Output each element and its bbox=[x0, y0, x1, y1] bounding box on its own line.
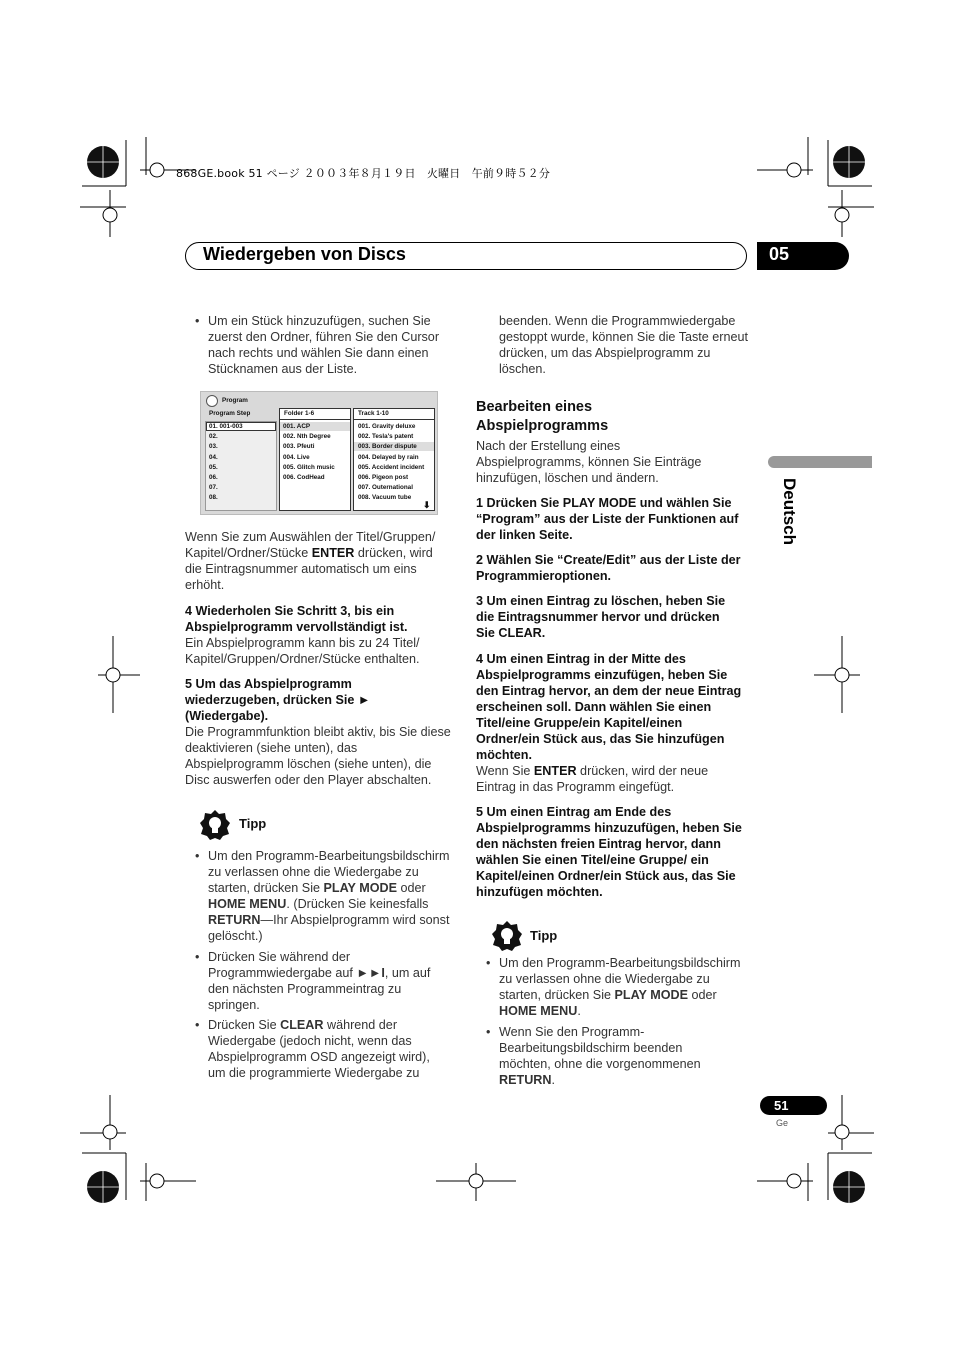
program-step-row[interactable]: 01. 001-003 bbox=[209, 423, 243, 430]
program-step-row[interactable]: 03. bbox=[209, 443, 218, 451]
program-osd-screen bbox=[200, 391, 438, 515]
left-tip-2-a: Drücken Sie während der Programmwiedergabe auf bbox=[208, 950, 357, 980]
track-row[interactable]: 008. Vacuum tube bbox=[358, 494, 412, 502]
right-step-4-a: Wenn Sie bbox=[476, 764, 534, 778]
program-step-row[interactable]: 05. bbox=[209, 463, 218, 471]
intro-bullet: • Um ein Stück hinzuzufügen, suchen Sie zuerst den Ordner, führen Sie den Cursor nach rechts und wählen Sie dann einen Stücknamen aus der Liste. bbox=[208, 313, 458, 377]
section-heading-line1: Bearbeiten eines bbox=[476, 399, 593, 415]
clear-key: CLEAR bbox=[280, 1018, 324, 1032]
next-track-icon: ►►I bbox=[356, 966, 385, 980]
page-number: 51 bbox=[760, 1096, 827, 1115]
folder-row[interactable]: 004. Live bbox=[283, 453, 310, 461]
return-key: RETURN bbox=[208, 913, 261, 927]
left-tip-1-a: Um den Programm-Bearbeitungsbildschirm zu verlassen ohne die Wiedergabe zu starten, drücken Sie bbox=[208, 849, 450, 895]
right-step-1: 1 Drücken Sie PLAY MODE und wählen Sie “Program” aus der Liste der Funktionen auf der linken Seite. bbox=[476, 496, 739, 542]
program-step-row[interactable]: 06. bbox=[209, 474, 218, 481]
osd-title: Program bbox=[222, 397, 248, 404]
language-label bbox=[765, 478, 805, 558]
program-step-row[interactable]: 08. bbox=[209, 494, 218, 502]
right-home-menu-key: HOME MENU bbox=[499, 1004, 578, 1018]
left-tip-2-b: , um auf den nächsten Programmeintrag zu springen. bbox=[208, 966, 431, 1012]
left-step-5-text: Die Programmfunktion bleibt aktiv, bis Sie diese deaktivieren (siehe unten), das Abspielprogramm löschen (siehe unten), die Disc auswerfen oder den Player abschalten. bbox=[185, 725, 451, 787]
page-title: Wiedergeben von Discs bbox=[203, 244, 406, 264]
left-tip-3-a: Drücken Sie bbox=[208, 1018, 281, 1032]
disc-icon bbox=[206, 395, 218, 407]
right-tip-1-d: . bbox=[577, 1004, 581, 1018]
file-header: 868GE.book 51 ページ ２００３年８月１９日 火曜日 午前９時５２分 bbox=[176, 167, 551, 180]
enter-p-line2: Kapitel/Ordner/Stücke bbox=[185, 546, 312, 560]
left-tip-1-e: —Ihr Abspielprogramm wird sonst gelöscht.) bbox=[208, 913, 450, 943]
program-step-row[interactable]: 04. bbox=[209, 453, 218, 461]
right-tip-1 bbox=[499, 955, 747, 1019]
left-step-5: 5 Um das Abspielprogramm wiederzugeben, drücken Sie ► (Wiedergabe). bbox=[185, 677, 371, 723]
section-heading-line2: Abspielprogramms bbox=[476, 418, 609, 434]
right-step-4-text bbox=[476, 763, 731, 795]
right-play-mode-key: PLAY MODE bbox=[614, 988, 688, 1002]
right-step-5: 5 Um einen Eintrag am Ende des Abspielprogramms hinzuzufügen, heben Sie den nächsten freien Eintrag hervor, dann wählen Sie einen Titel/eine Gruppe/ ein Kapitel/einen Ordner/ein Stück aus, das Sie hinzufügen möchten. bbox=[476, 805, 742, 899]
left-tip-heading: Tipp bbox=[239, 816, 267, 831]
right-tip-heading: Tipp bbox=[530, 928, 558, 943]
enter-key-label: ENTER bbox=[311, 546, 355, 560]
right-step-2: 2 Wählen Sie “Create/Edit” aus der Liste der Programmieroptionen. bbox=[476, 553, 741, 583]
left-tip-1-c: oder bbox=[397, 881, 426, 895]
folder-row[interactable]: 003. Pfeuti bbox=[283, 443, 315, 451]
track-divider bbox=[354, 419, 434, 420]
home-menu-key: HOME MENU bbox=[208, 897, 287, 911]
folder-divider bbox=[280, 419, 350, 420]
play-mode-key: PLAY MODE bbox=[323, 881, 397, 895]
page-language-code: Ge bbox=[776, 1118, 789, 1128]
left-tip-1-d: . (Drücken Sie keinesfalls bbox=[286, 897, 429, 911]
folder-row[interactable]: 005. Glitch music bbox=[283, 463, 335, 471]
right-return-key: RETURN bbox=[499, 1073, 552, 1087]
right-tip-2-a: Wenn Sie den Programm-Bearbeitungsbildschirm beenden möchten, ohne die vorgenommenen bbox=[499, 1025, 701, 1071]
left-tip-2 bbox=[208, 949, 448, 1013]
track-row[interactable]: 003. Border dispute bbox=[358, 443, 417, 451]
language-label-text: Deutsch bbox=[780, 478, 799, 546]
folder-row[interactable]: 002. Nth Degree bbox=[283, 433, 331, 441]
osd-col2-header: Folder 1-6 bbox=[284, 410, 315, 417]
track-row[interactable]: 004. Delayed by rain bbox=[358, 453, 419, 461]
scroll-down-icon[interactable]: ⬇ bbox=[423, 500, 431, 510]
enter-paragraph bbox=[185, 529, 460, 593]
left-tip-3-c: während der Wiedergabe (jedoch nicht, wenn das Abspielprogramm OSD angezeigt wird), um die programmierte Wiedergabe zu bbox=[208, 1018, 430, 1080]
program-step-row[interactable]: 02. bbox=[209, 433, 218, 441]
chapter-badge: 05 bbox=[757, 242, 849, 270]
left-tip-3 bbox=[208, 1017, 450, 1081]
enter-p-line3: die Eintragsnummer automatisch um eins bbox=[185, 562, 417, 576]
track-row[interactable]: 001. Gravity deluxe bbox=[358, 423, 416, 430]
track-row[interactable]: 002. Tesla's patent bbox=[358, 433, 414, 441]
track-row[interactable]: 007. Outernational bbox=[358, 484, 413, 492]
folder-row[interactable]: 006. CodHead bbox=[283, 474, 325, 481]
left-step-4-text: Ein Abspielprogramm kann bis zu 24 Titel/ Kapitel/Gruppen/Ordner/Stücke enthalten. bbox=[185, 636, 420, 666]
track-row[interactable]: 006. Pigeon post bbox=[358, 474, 409, 481]
right-top-paragraph: beenden. Wenn die Programmwiedergabe gestoppt wurde, können Sie die Taste erneut drücken, um das Abspielprogramm zu löschen. bbox=[499, 314, 749, 376]
program-step-row[interactable]: 07. bbox=[209, 484, 218, 492]
right-enter-key: ENTER bbox=[533, 764, 577, 778]
left-tip-1 bbox=[208, 848, 456, 944]
right-tip-1-c: oder bbox=[688, 988, 717, 1002]
folder-row[interactable]: 001. ACP bbox=[283, 423, 311, 430]
right-step-3: 3 Um einen Eintrag zu löschen, heben Sie die Eintragsnummer hervor und drücken Sie CLEAR. bbox=[476, 594, 726, 640]
right-step-4-c: drücken, wird der neue Eintrag in das Programm eingefügt. bbox=[476, 764, 709, 794]
right-tip-2-c: . bbox=[551, 1073, 555, 1087]
right-tip-2 bbox=[499, 1024, 724, 1088]
left-step-4: 4 Wiederholen Sie Schritt 3, bis ein Abspielprogramm vervollständigt ist. bbox=[185, 604, 408, 634]
section-intro: Nach der Erstellung eines Abspielprogramms, können Sie Einträge hinzufügen, löschen und ändern. bbox=[476, 439, 702, 485]
language-tab bbox=[768, 456, 872, 468]
track-row[interactable]: 005. Accident incident bbox=[358, 463, 425, 471]
enter-p-line1: Wenn Sie zum Auswählen der Titel/Gruppen/ bbox=[185, 530, 436, 544]
enter-p-line2b: drücken, wird bbox=[354, 546, 433, 560]
osd-col3-header: Track 1-10 bbox=[358, 410, 389, 417]
enter-p-line4: erhöht. bbox=[185, 578, 225, 592]
right-step-4: 4 Um einen Eintrag in der Mitte des Abspielprogramms einzufügen, heben Sie den Eintrag hervor, an dem der neue Eintrag erscheinen soll. Dann wählen Sie einen Titel/eine Gruppe/ein Kapitel/einen Ordner/ein Stück aus, das Sie hinzufügen möchten. bbox=[476, 652, 742, 762]
osd-col1-header: Program Step bbox=[209, 410, 251, 417]
right-tip-1-a: Um den Programm-Bearbeitungsbildschirm zu verlassen ohne die Wiedergabe zu starten, drücken Sie bbox=[499, 956, 741, 1002]
tip-lightbulb-icon bbox=[199, 809, 231, 841]
tip-lightbulb-icon-2 bbox=[491, 920, 523, 952]
